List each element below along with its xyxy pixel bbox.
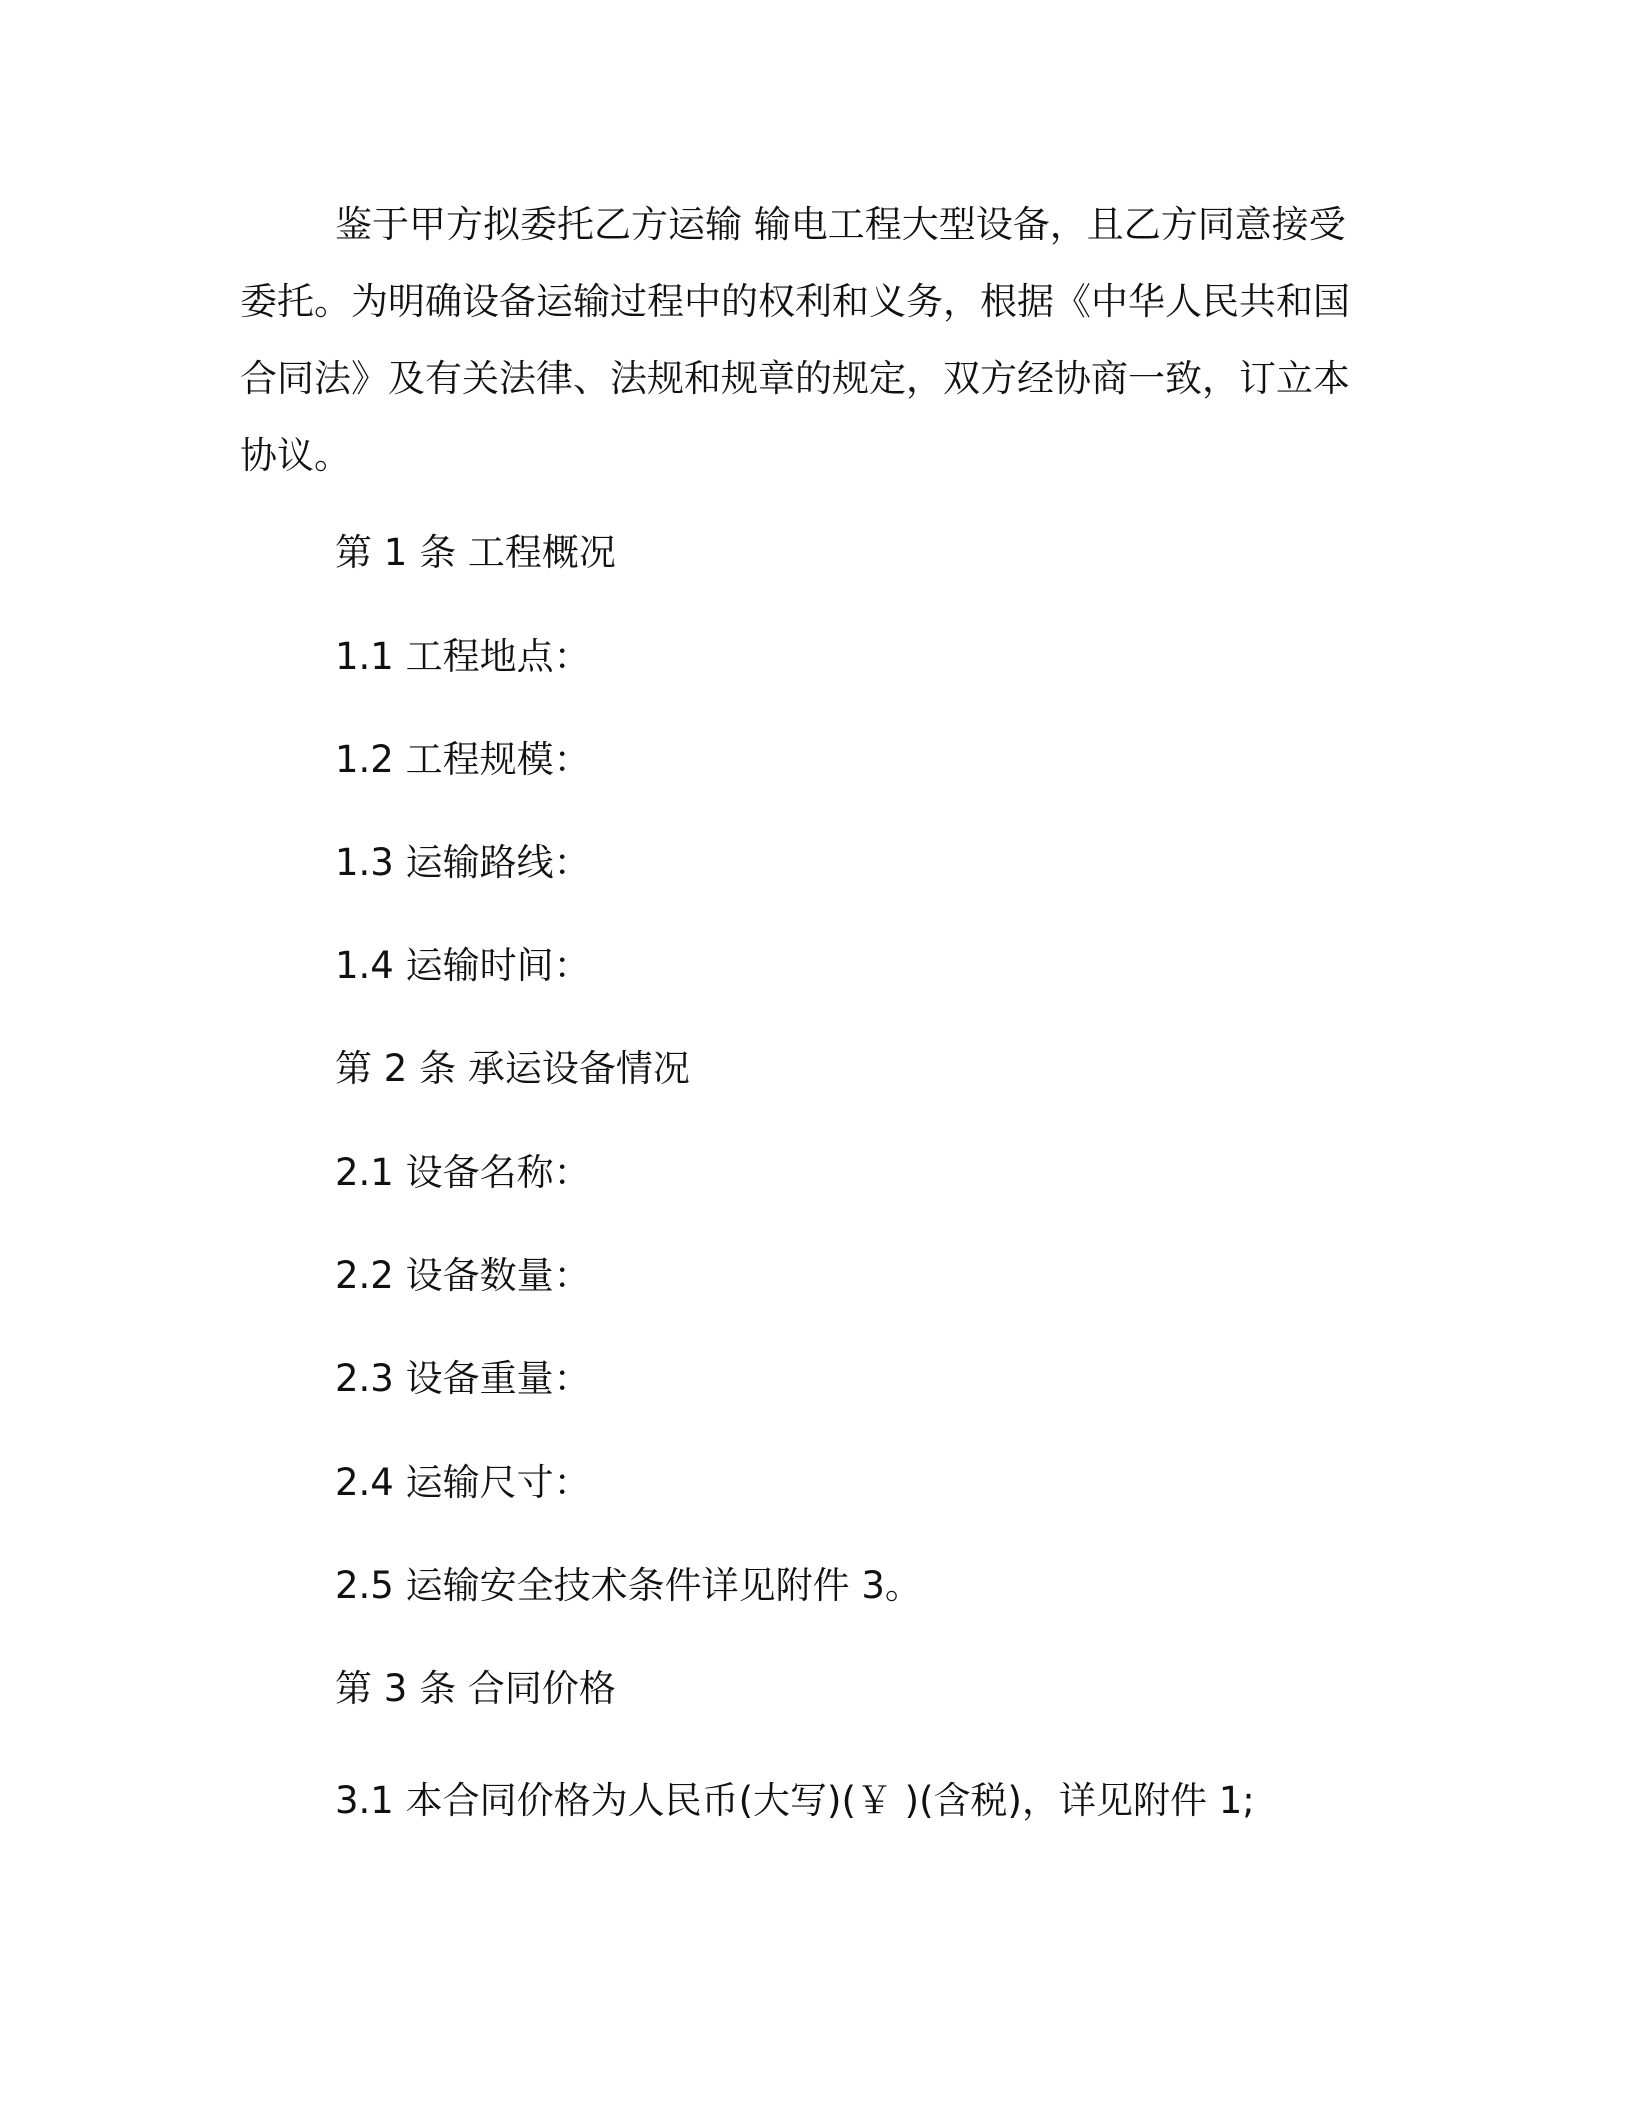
intro-paragraph: 鉴于甲方拟委托乙方运输 输电工程大型设备，且乙方同意接受委托。为明确设备运输过程中的权利和义务，根据《中华人民共和国合同法》及有关法律、法规和规章的规定，双方经协商一致，订立本协议。 <box>240 203 1350 477</box>
clause-1-4: 1.4 运输时间： <box>335 944 591 987</box>
clause-2-2: 2.2 设备数量： <box>335 1254 591 1297</box>
article-1-heading: 第 1 条 工程概况 <box>335 531 616 574</box>
clause-1-1: 1.1 工程地点： <box>335 635 591 678</box>
clause-2-4: 2.4 运输尺寸： <box>335 1461 591 1504</box>
clause-2-5: 2.5 运输安全技术条件详见附件 3。 <box>335 1564 922 1607</box>
clause-2-3: 2.3 设备重量： <box>335 1357 591 1400</box>
clause-2-1: 2.1 设备名称： <box>335 1151 591 1194</box>
clause-1-3: 1.3 运输路线： <box>335 841 591 884</box>
article-2-heading: 第 2 条 承运设备情况 <box>335 1047 690 1090</box>
clause-3-1: 3.1 本合同价格为人民币(大写)(￥ )(含税)，详见附件 1; <box>335 1779 1255 1822</box>
clause-1-2: 1.2 工程规模： <box>335 738 591 781</box>
article-3-heading: 第 3 条 合同价格 <box>335 1667 616 1710</box>
